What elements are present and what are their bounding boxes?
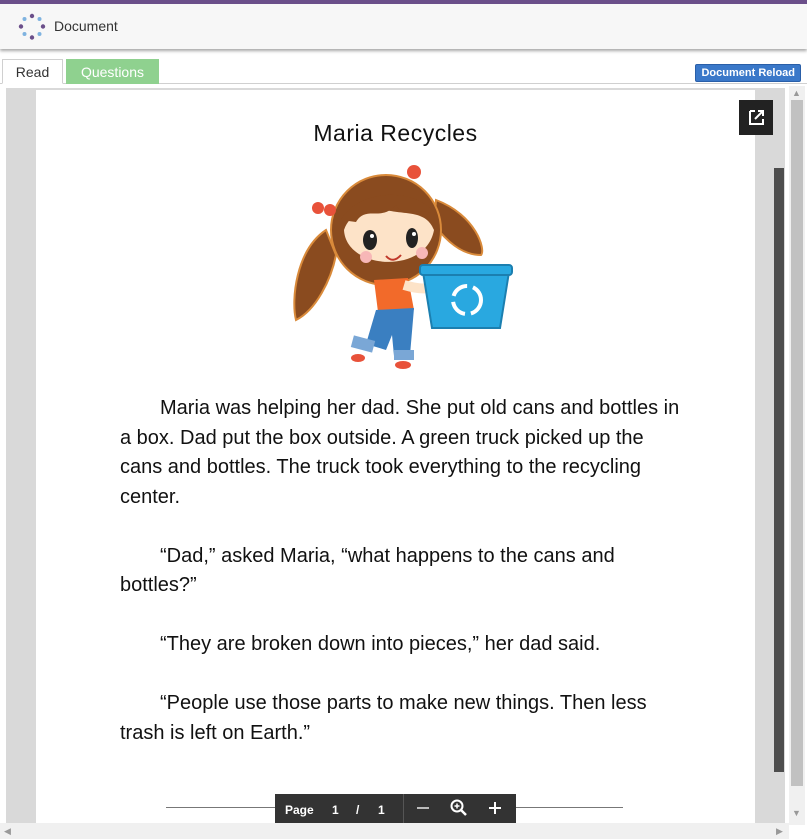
scroll-right-icon[interactable]: ▶ <box>776 826 783 836</box>
zoom-in-icon[interactable] <box>484 797 506 819</box>
page-vertical-scrollbar-thumb[interactable] <box>791 100 803 786</box>
tab-questions[interactable]: Questions <box>66 59 159 84</box>
girl-recycling-illustration <box>286 160 526 380</box>
document-header-title: Document <box>54 18 118 34</box>
story-paragraph: “Dad,” asked Maria, “what happens to the cans and bottles?” <box>120 544 615 596</box>
page-vertical-scrollbar[interactable] <box>789 86 805 825</box>
current-page[interactable]: 1 <box>332 803 339 817</box>
total-pages: 1 <box>378 803 385 817</box>
document-scrollbar[interactable] <box>773 88 785 823</box>
page-separator: / <box>356 803 360 817</box>
scroll-down-icon[interactable]: ▼ <box>792 808 801 818</box>
scroll-left-icon[interactable]: ◀ <box>4 826 11 836</box>
app-logo-icon <box>18 13 46 41</box>
story-paragraph: “People use those parts to make new things. Then less trash is left on Earth.” <box>120 692 647 744</box>
document-reload-button[interactable]: Document Reload <box>695 64 801 82</box>
document-scrollbar-thumb[interactable] <box>774 168 784 772</box>
page-label: Page <box>285 803 314 817</box>
zoom-out-icon[interactable] <box>412 797 434 819</box>
zoom-icon[interactable] <box>448 797 470 819</box>
page-horizontal-scrollbar[interactable] <box>0 823 789 839</box>
app-header <box>0 0 807 49</box>
tab-bar <box>0 58 807 84</box>
scroll-up-icon[interactable]: ▲ <box>792 88 801 98</box>
popout-icon[interactable] <box>739 100 774 135</box>
story-paragraph: Maria was helping her dad. She put old cans and bottles in a box. Dad put the box outside. A green truck picked up the cans and bottles. The truck took everything to the recycling center. <box>120 397 680 508</box>
story-text <box>120 394 680 778</box>
story-paragraph: “They are broken down into pieces,” her dad said. <box>160 633 601 655</box>
document-page <box>36 90 755 823</box>
document-viewer[interactable] <box>6 88 785 823</box>
pager-divider <box>403 794 404 823</box>
page-navigator <box>275 794 516 823</box>
tab-read[interactable]: Read <box>2 59 63 84</box>
story-title: Maria Recycles <box>313 120 478 146</box>
